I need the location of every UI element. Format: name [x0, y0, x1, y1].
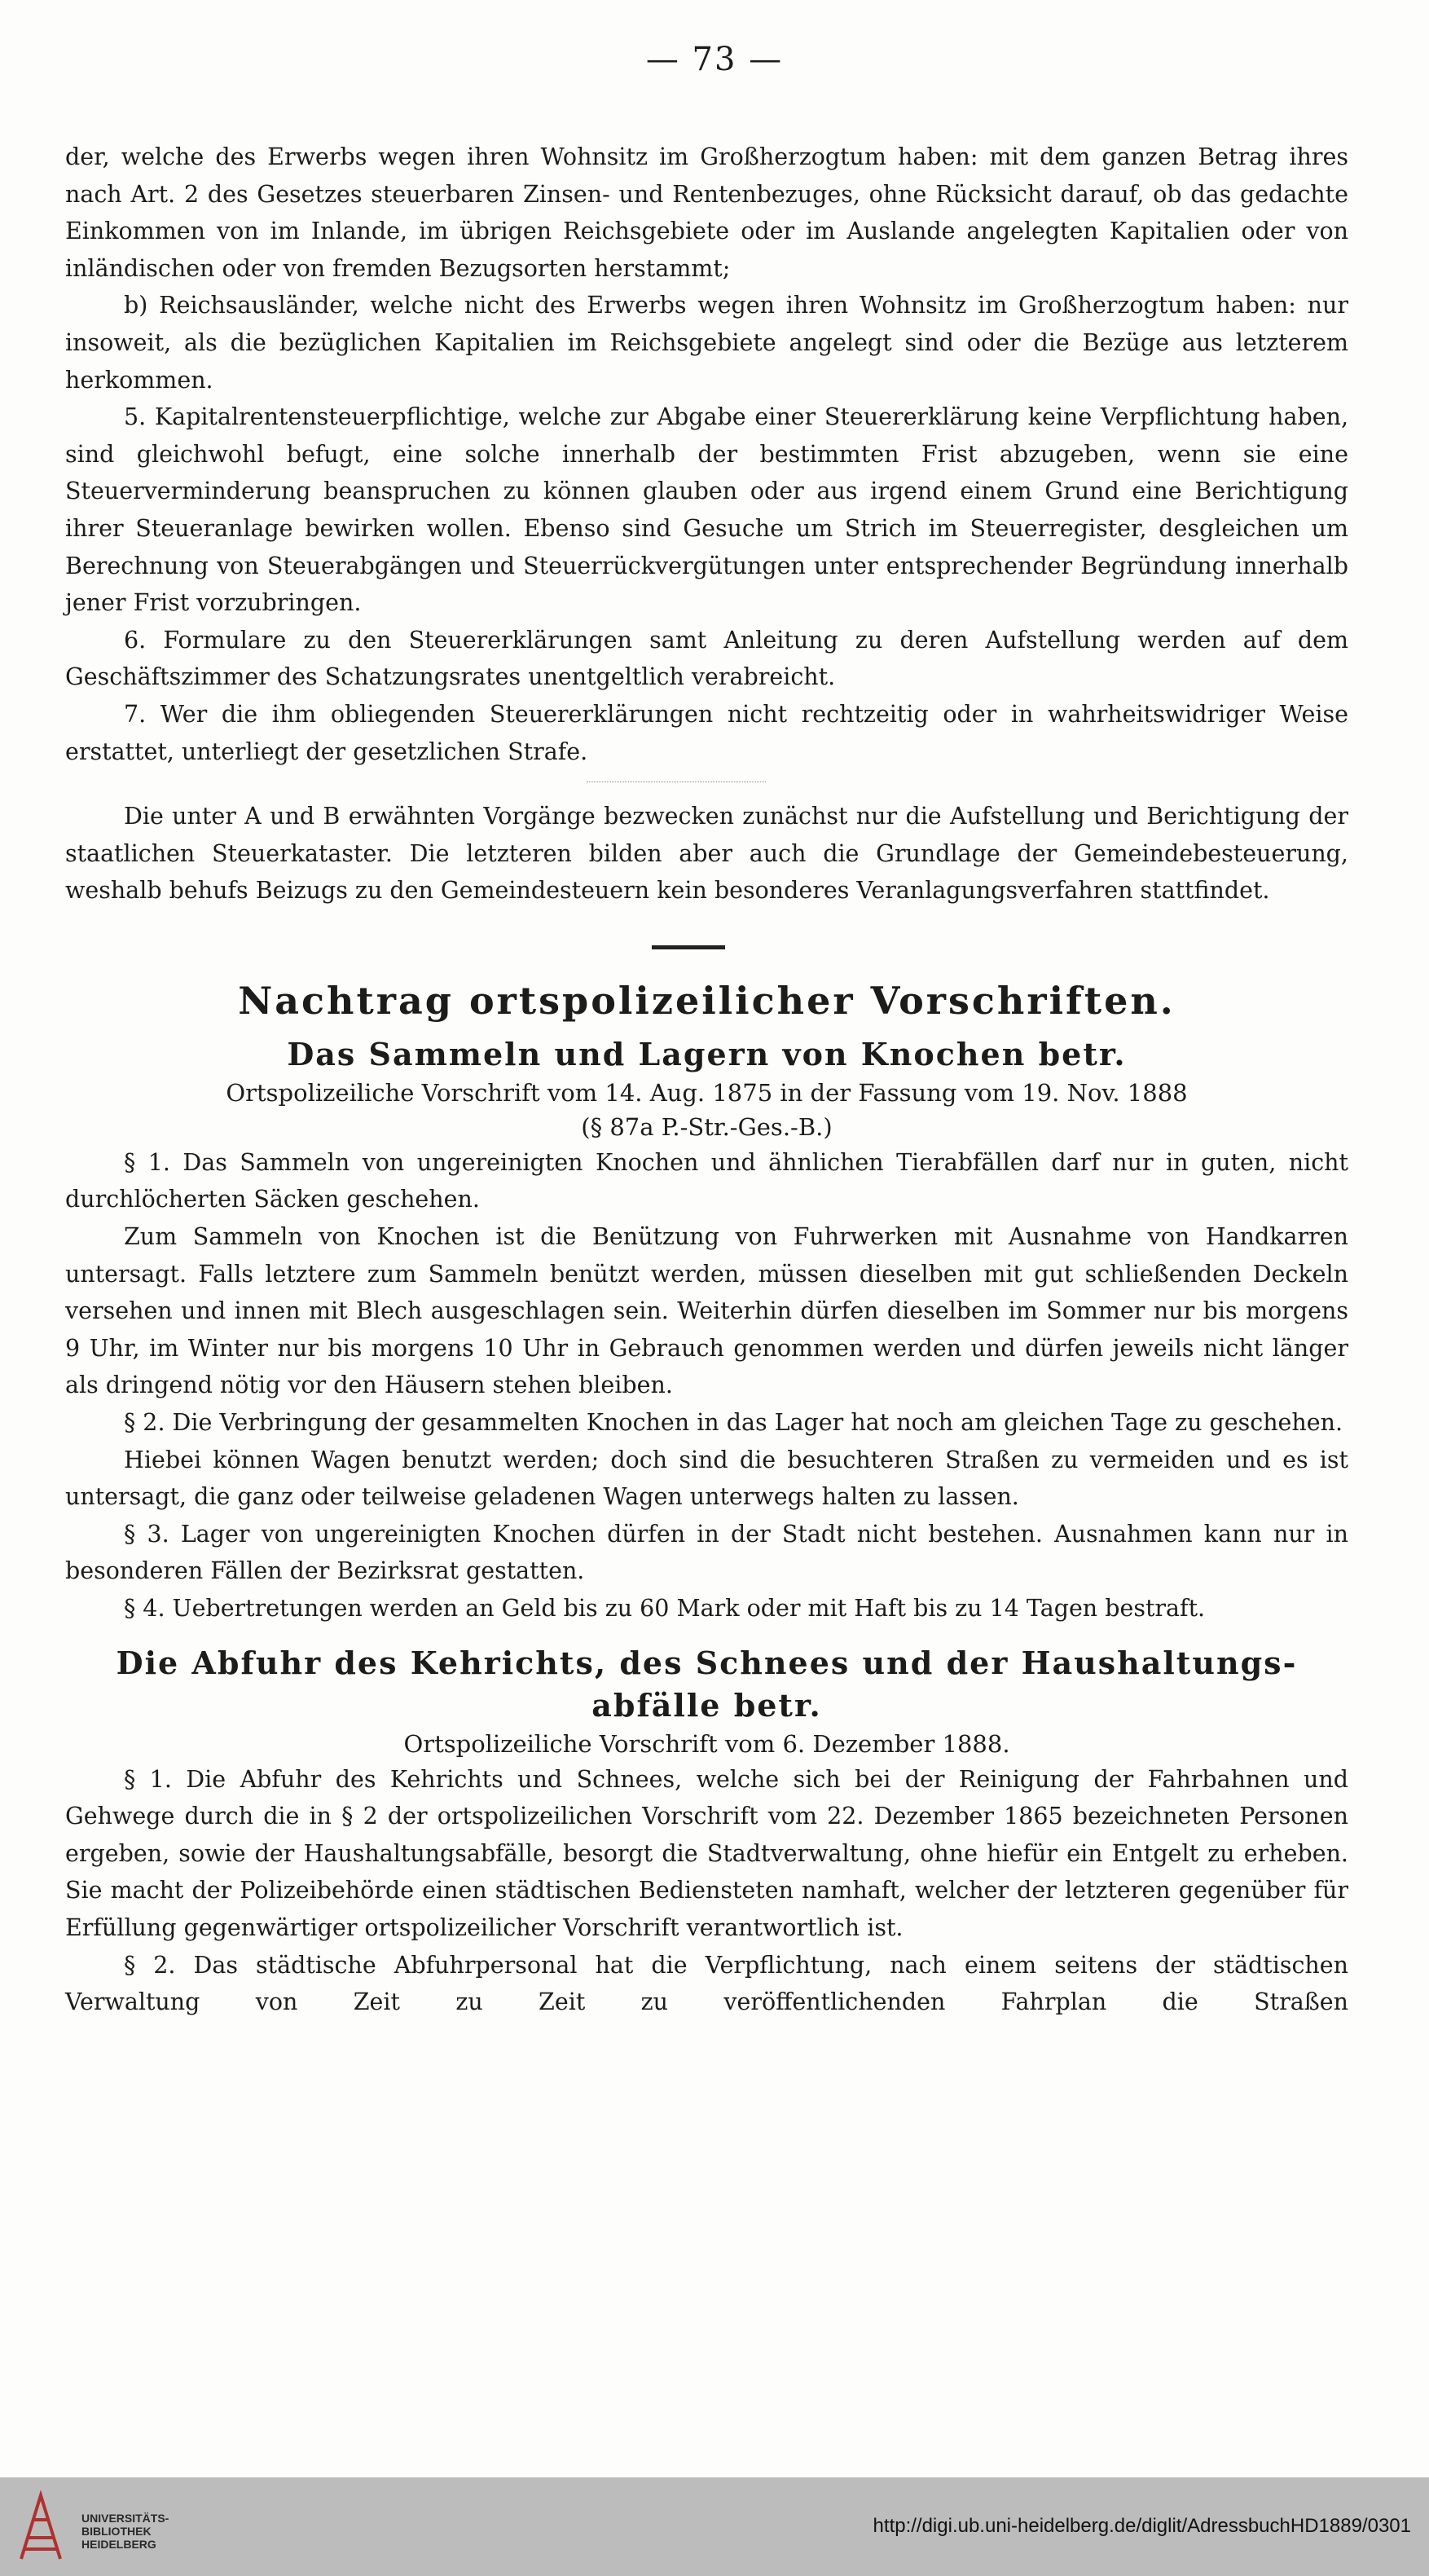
intro-paragraph: b) Reichsausländer, welche nicht des Erwerbs wegen ihren Wohnsitz im Großherzogtum haben: nur insoweit, als die bezüglichen Kapitalien im Reichsgebiete angelegt sind oder die Bezüge aus letzterem herkommen. — [65, 292, 1348, 394]
part-heading: Die Abfuhr des Kehrichts, des Schnees und der Haushaltungs- — [116, 1644, 1298, 1681]
library-name — [81, 2512, 169, 2551]
part-paragraph: Hiebei können Wagen benutzt werden; doch sind die besuchteren Straßen zu vermeiden und es ist untersagt, die ganz oder teilweise geladenen Wagen unterwegs halten zu lassen. — [65, 1446, 1348, 1511]
library-name-line: BIBLIOTHEK — [81, 2525, 152, 2538]
part-subline: Ortspolizeiliche Vorschrift vom 14. Aug. 1875 in der Fassung vom 19. Nov. 1888 — [226, 1078, 1188, 1107]
part-paragraph: § 4. Uebertretungen werden an Geld bis zu 60 Mark oder mit Haft bis zu 14 Tagen bestraft. — [124, 1595, 1206, 1622]
section-title: Nachtrag ortspolizeilicher Vorschriften. — [238, 978, 1176, 1023]
intro-paragraph: 7. Wer die ihm obliegenden Steuererklärungen nicht rechtzeitig oder in wahrheitswidriger Weise erstattet, unterliegt der gesetzlichen Strafe. — [65, 700, 1348, 765]
part-paragraph: § 3. Lager von ungereinigten Knochen dürfen in der Stadt nicht bestehen. Ausnahmen kann nur in besonderen Fällen der Bezirksrat gestatten. — [65, 1520, 1348, 1585]
source-url-link[interactable]: http://digi.ub.uni-heidelberg.de/diglit/AdressbuchHD1889/0301 — [873, 2515, 1411, 2537]
intro-paragraph: 6. Formulare zu den Steuererklärungen samt Anleitung zu deren Aufstellung werden auf dem Geschäftszimmer des Schatzungsrates unentgeltlich verabreicht. — [65, 626, 1348, 691]
intro-paragraph: der, welche des Erwerbs wegen ihren Wohnsitz im Großherzogtum haben: mit dem ganzen Betrag ihres nach Art. 2 des Gesetzes steuerbaren Zinsen- und Rentenbezuges, ohne Rücksicht darauf, ob das gedachte Einkommen von im Inlande, im übrigen Reichsgebiete oder im Auslande angelegten Kapitalien oder von inländischen oder von fremden Bezugsorten herstammt; — [65, 143, 1348, 282]
part-paragraph: § 1. Die Abfuhr des Kehrichts und Schnees, welche sich bei der Reinigung der Fahrbahnen und Gehwege durch die in § 2 der ortspolizeilichen Vorschrift vom 22. Dezember 1865 bezeichneten Personen ergeben, sowie der Haushaltungsabfälle, besorgt die Stadtverwaltung, ohne hiefür ein Entgelt zu erheben. Sie macht der Polizeibehörde einen städtischen Bediensteten namhaft, welcher der letzteren gegenüber für Erfüllung gegenwärtiger ortspolizeilicher Vorschrift verantwortlich ist. — [65, 1765, 1348, 1941]
page-content — [65, 139, 1348, 2021]
part-paragraph: § 2. Das städtische Abfuhrpersonal hat die Verpflichtung, nach einem seitens der städtischen Verwaltung von Zeit zu Zeit zu veröffentlichenden Fahrplan die Straßen — [65, 1951, 1348, 2016]
part-subline: (§ 87a P.-Str.-Ges.-B.) — [581, 1112, 833, 1141]
note-paragraph: Die unter A und B erwähnten Vorgänge bezwecken zunächst nur die Aufstellung und Berichtigung der staatlichen Steuerkataster. Die letzteren bilden aber auch die Grundlage der Gemeindebesteuerung, weshalb behufs Beizugs zu den Gemeindesteuern kein besonderes Veranlagungsverfahren stattfindet. — [65, 803, 1348, 905]
university-library-logo-icon — [15, 2487, 67, 2565]
footer-bar — [0, 2477, 1429, 2576]
part-heading-continued: abfälle betr. — [591, 1686, 822, 1724]
part-paragraph: § 2. Die Verbringung der gesammelten Knochen in das Lager hat noch am gleichen Tage zu geschehen. — [124, 1409, 1343, 1437]
dotted-separator — [65, 770, 1348, 798]
page-number: — 73 — — [645, 41, 784, 78]
intro-paragraph: 5. Kapitalrentensteuerpflichtige, welche zur Abgabe einer Steuererklärung keine Verpflichtung haben, sind gleichwohl befugt, eine solche innerhalb der bestimmten Frist abzugeben, wenn sie eine Steuerverminderung beanspruchen zu können glauben oder aus irgend einem Grund eine Berichtigung ihrer Steueranlage bewirken wollen. Ebenso sind Gesuche um Strich im Steuerregister, desgleichen um Berechnung von Steuerabgängen und Steuerrückvergütungen unter entsprechender Begründung innerhalb jener Frist vorzubringen. — [65, 403, 1348, 617]
section-divider — [65, 909, 1348, 958]
library-name-line: UNIVERSITÄTS- — [81, 2512, 169, 2525]
part-paragraph: Zum Sammeln von Knochen ist die Benützung von Fuhrwerken mit Ausnahme von Handkarren untersagt. Falls letztere zum Sammeln benützt werden, müssen dieselben mit gut schließenden Deckeln versehen und innen mit Blech ausgeschlagen sein. Weiterhin dürfen dieselben im Sommer nur bis morgens 9 Uhr, im Winter nur bis morgens 10 Uhr in Gebrauch genommen werden und dürfen jeweils nicht länger als dringend nötig vor den Häusern stehen bleiben. — [65, 1223, 1348, 1399]
part-subline: Ortspolizeiliche Vorschrift vom 6. Dezember 1888. — [403, 1729, 1010, 1758]
library-name-line: HEIDELBERG — [81, 2538, 156, 2551]
part-heading: Das Sammeln und Lagern von Knochen betr. — [287, 1035, 1127, 1072]
part-paragraph: § 1. Das Sammeln von ungereinigten Knochen und ähnlichen Tierabfällen darf nur in guten, nicht durchlöcherten Säcken geschehen. — [65, 1148, 1348, 1213]
